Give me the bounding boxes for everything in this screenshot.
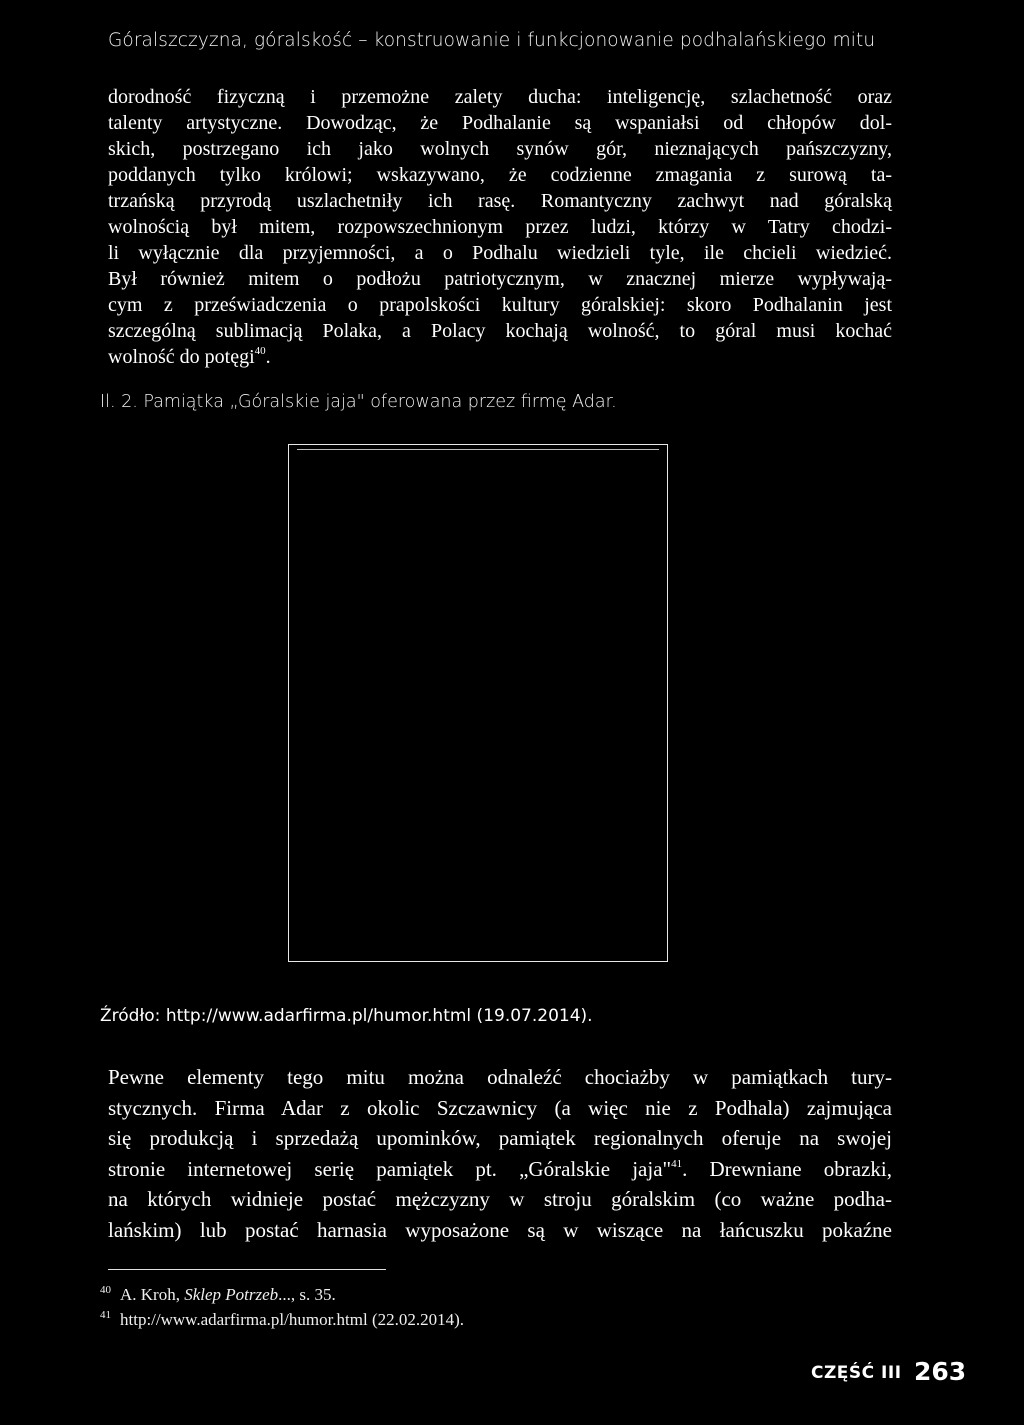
text-line: talenty artystyczne. Dowodząc, że Podhalanie są wspaniałsi od chłopów dol- xyxy=(108,112,892,134)
footnote-text: A. Kroh, xyxy=(120,1285,185,1304)
page-number: 263 xyxy=(914,1357,967,1386)
footnote-ref-41[interactable]: 41 xyxy=(671,1157,683,1170)
footnote-title: Sklep Potrzeb xyxy=(184,1285,279,1304)
text-line: trzańską przyrodą uszlachetniły ich rasę. Romantyczny zachwyt nad góralską xyxy=(108,190,892,212)
text-line: na których widnieje postać mężczyzny w stroju góralskim (co ważne podha- xyxy=(108,1187,892,1211)
running-head: Góralszczyzna, góralskość – konstruowanie i funkcjonowanie podhalańskiego mitu xyxy=(108,30,876,51)
text-line: dorodność fizyczną i przemożne zalety ducha: inteligencję, szlachetność oraz xyxy=(108,86,892,108)
text-line: stycznych. Firma Adar z okolic Szczawnicy (a więc nie z Podhala) zajmująca xyxy=(108,1095,892,1120)
body-paragraph-1 xyxy=(108,84,892,370)
footnote-ref-40[interactable]: 40 xyxy=(254,345,266,357)
last-line-text: wolność do potęgi xyxy=(108,346,255,368)
text-line: poddanych tylko królowi; wskazywano, że codzienne zmagania z surową ta- xyxy=(108,164,892,186)
frame-inner-line xyxy=(297,449,659,450)
last-line-end: . xyxy=(265,346,271,368)
footnote-number: 40 xyxy=(100,1284,111,1296)
part-label: CZĘŚĆ III xyxy=(811,1363,902,1383)
text-line: cym z przeświadczenia o prapolskości kultury góralskiej: skoro Podhalanin jest xyxy=(108,294,892,316)
text-line-last xyxy=(108,344,892,370)
figure-image-frame xyxy=(288,444,668,962)
footnote-suffix: ..., s. 35. xyxy=(278,1285,336,1304)
footnote-link[interactable]: http://www.adarfirma.pl/humor.html (22.02.2014). xyxy=(120,1310,465,1329)
text-line: się produkcją i sprzedażą upominków, pamiątek regionalnych oferuje na swojej xyxy=(108,1126,892,1150)
text-line: wolnością był mitem, rozpowszechnionym przez ludzi, którzy w Tatry chodzi- xyxy=(108,216,892,238)
text-line: szczególną sublimacją Polaka, a Polacy kochają wolność, to góral musi kochać xyxy=(108,320,892,342)
line4-start: stronie internetowej serię pamiątek pt. „Góralskie jaja" xyxy=(108,1156,672,1181)
text-line: skich, postrzegano ich jako wolnych synów gór, nieznających pańszczyzny, xyxy=(108,138,892,160)
figure-caption: Il. 2. Pamiątka „Góralskie jaja" oferowana przez firmę Adar. xyxy=(100,392,617,412)
line4-end: . Drewniane obrazki, xyxy=(682,1156,892,1181)
body-paragraph-2 xyxy=(108,1062,892,1245)
text-line: lańskim) lub postać harnasia wyposażone są w wiszące na łańcuszku pokaźne xyxy=(108,1217,892,1242)
footnote-number: 41 xyxy=(100,1309,111,1321)
footnote-40 xyxy=(100,1284,336,1305)
text-line: Pewne elementy tego mitu można odnaleźć chociażby w pamiątkach tury- xyxy=(108,1065,892,1089)
text-line: Był również mitem o podłożu patriotycznym, w znacznej mierze wypływają- xyxy=(108,268,892,290)
footnote-41 xyxy=(100,1309,464,1330)
text-line xyxy=(108,1154,892,1185)
footnote-separator xyxy=(108,1269,386,1270)
figure-source: Źródło: http://www.adarfirma.pl/humor.html (19.07.2014). xyxy=(100,1006,593,1026)
text-line: li wyłącznie dla przyjemności, a o Podhalu wiedzieli tyle, ile chcieli wiedzieć. xyxy=(108,242,892,264)
